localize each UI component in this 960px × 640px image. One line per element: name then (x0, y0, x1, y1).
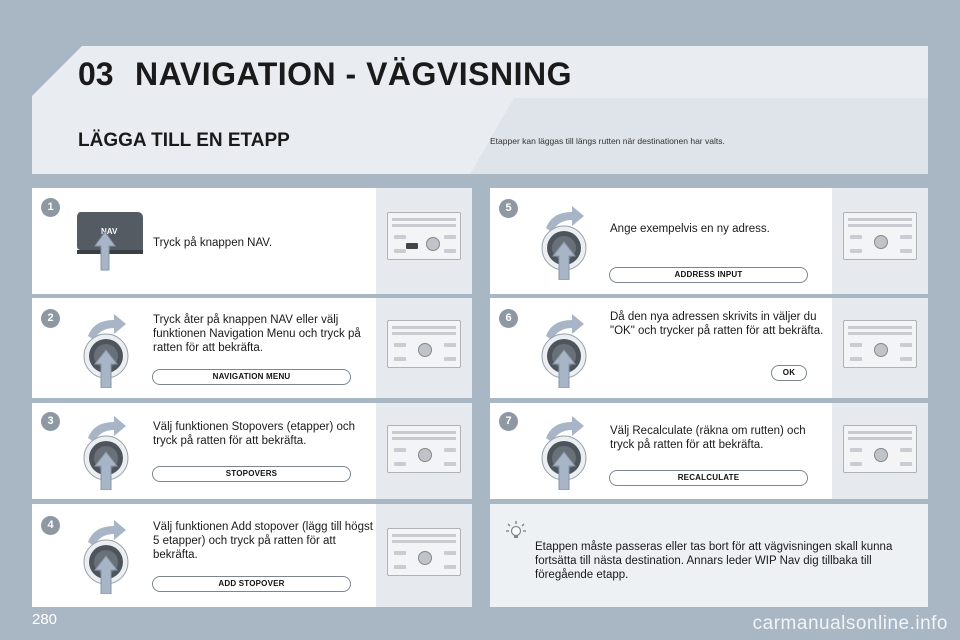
nav-key-highlight (406, 243, 418, 249)
rotary-dial-icon (536, 410, 596, 490)
section-title: LÄGGA TILL EN ETAPP (78, 130, 290, 151)
radio-panel-illustration (387, 320, 461, 368)
step-text-3: Välj funktionen Stopovers (etapper) och tryck på ratten för att bekräfta. (153, 421, 356, 447)
svg-text:NAV: NAV (101, 227, 118, 236)
step-badge-7: 7 (499, 412, 518, 431)
radio-panel-illustration (387, 425, 461, 473)
header-corner-cut (32, 46, 82, 96)
radio-panel-illustration (843, 425, 917, 473)
rotary-dial-icon (78, 514, 138, 594)
step-text-4: Välj funktionen Add stopover (lägg till högst 5 etapper) och tryck på ratten för att bekräfta. (153, 521, 373, 561)
ok-label: OK (771, 365, 807, 381)
tip-text: Etappen måste passeras eller tas bort för att vägvisningen skall kunna fortsätta till nästa destination. Annars leder WIP Nav dig tillbaka till föregående etapp. (535, 541, 893, 581)
address-input-label: ADDRESS INPUT (609, 267, 808, 283)
step-text-7: Välj Recalculate (räkna om rutten) och tryck på ratten för att bekräfta. (610, 425, 806, 451)
radio-thumbnail (832, 298, 928, 398)
step-text-5: Ange exempelvis en ny adress. (610, 223, 770, 235)
radio-panel-illustration (843, 320, 917, 368)
stopovers-label: STOPOVERS (152, 466, 351, 482)
watermark-site: carmanualsonline.info (752, 613, 948, 634)
rotary-dial-icon (536, 308, 596, 388)
step-text-2: Tryck åter på knappen NAV eller välj funktionen Navigation Menu och tryck på ratten för att bekräfta. (153, 314, 361, 354)
nav-button-icon (75, 210, 147, 272)
step-badge-4: 4 (41, 516, 60, 535)
radio-panel-illustration (387, 212, 461, 260)
rotary-dial-icon (78, 410, 138, 490)
page-title: NAVIGATION - VÄGVISNING (135, 56, 572, 92)
step-badge-6: 6 (499, 309, 518, 328)
radio-thumbnail (376, 188, 472, 294)
intro-text: Etapper kan läggas till längs rutten när destinationen har valts. (490, 136, 725, 146)
rotary-dial-icon (78, 308, 138, 388)
step-text-6: Då den nya adressen skrivits in väljer du "OK" och trycker på ratten för att bekräfta. (610, 311, 824, 337)
radio-thumbnail (832, 188, 928, 294)
radio-thumbnail (832, 403, 928, 499)
navigation-menu-label: NAVIGATION MENU (152, 369, 351, 385)
chapter-number: 03 (78, 56, 114, 92)
step-badge-5: 5 (499, 199, 518, 218)
radio-panel-illustration (843, 212, 917, 260)
radio-panel-illustration (387, 528, 461, 576)
step-badge-3: 3 (41, 412, 60, 431)
rotary-dial-icon (536, 200, 596, 280)
step-badge-1: 1 (41, 198, 60, 217)
step-text-1: Tryck på knappen NAV. (153, 237, 273, 249)
radio-thumbnail (376, 504, 472, 607)
page-number: 280 (32, 611, 58, 628)
recalculate-label: RECALCULATE (609, 470, 808, 486)
step-badge-2: 2 (41, 309, 60, 328)
radio-thumbnail (376, 298, 472, 398)
radio-thumbnail (376, 403, 472, 499)
lightbulb-icon (505, 520, 527, 542)
add-stopover-label: ADD STOPOVER (152, 576, 351, 592)
